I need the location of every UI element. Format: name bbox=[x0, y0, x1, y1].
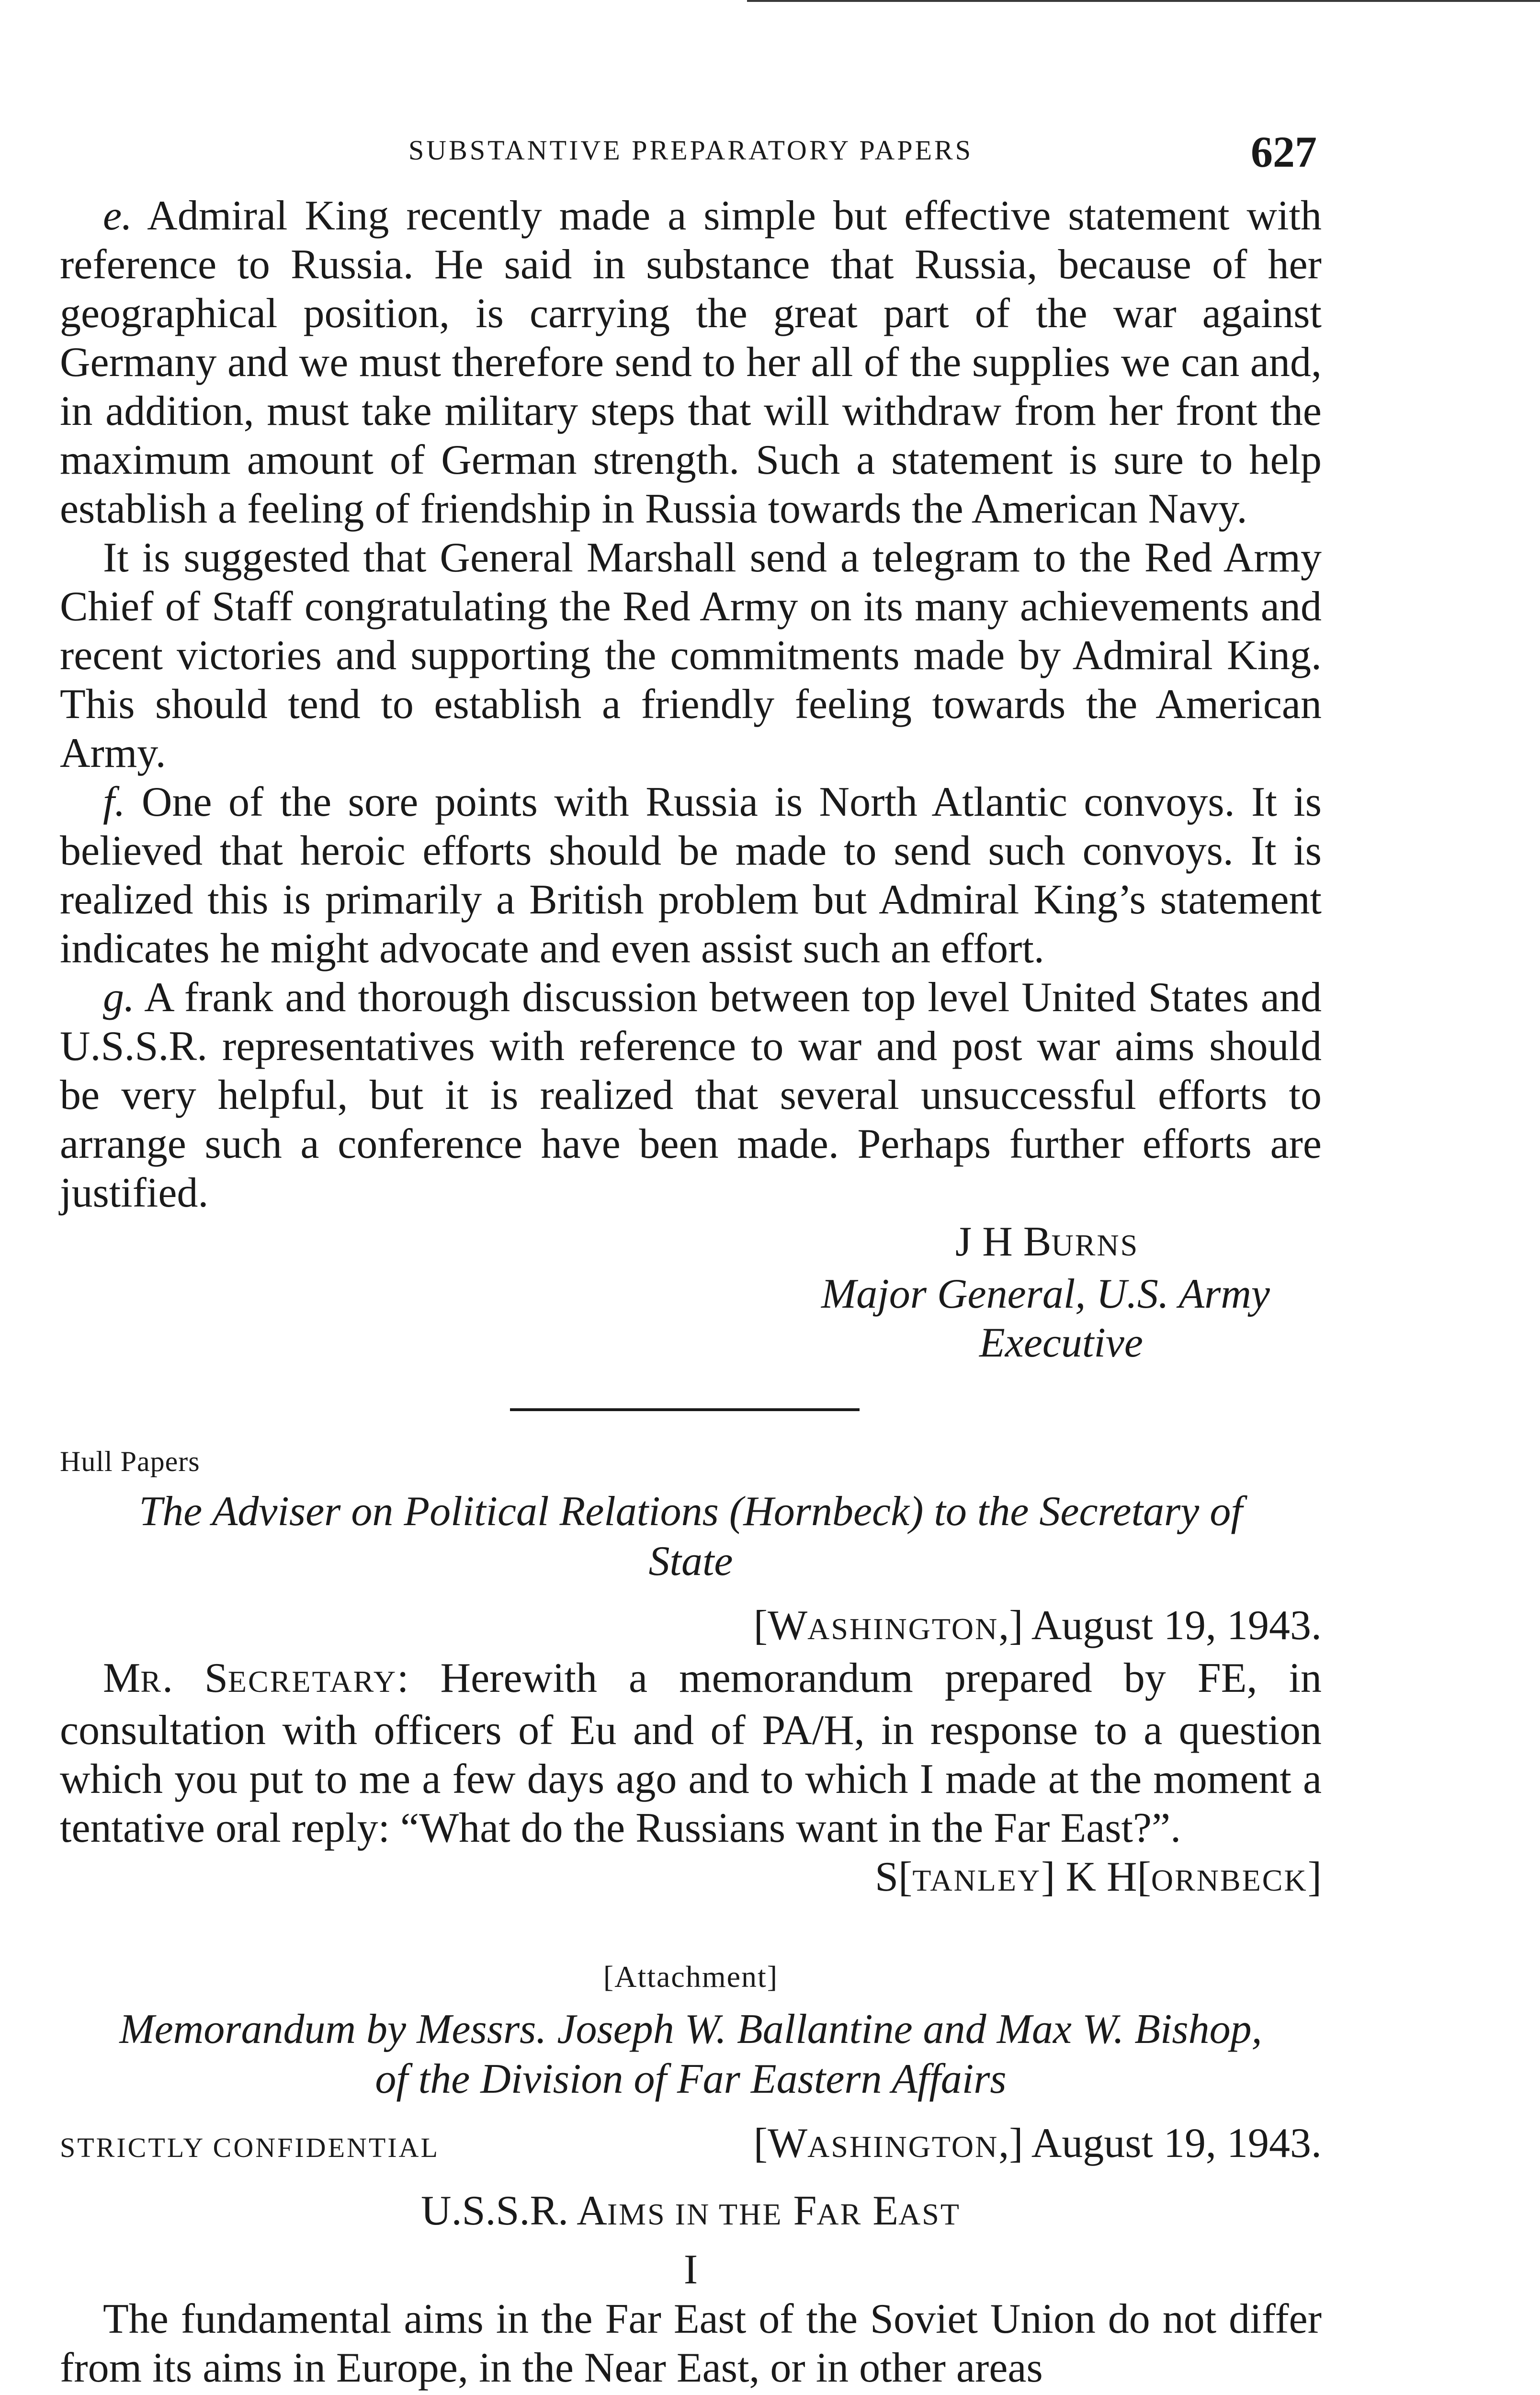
paragraph-e-label: e. bbox=[103, 193, 133, 239]
initials-mid: ] K H[ bbox=[1041, 1854, 1151, 1900]
salutation-rest: ECRETARY bbox=[227, 1665, 397, 1699]
attachment-title-line-2: of the Division of Far Eastern Affairs bbox=[375, 2056, 1007, 2102]
running-title: SUBSTANTIVE PREPARATORY PAPERS bbox=[408, 135, 973, 166]
document-title-line-2: State bbox=[648, 1538, 733, 1585]
section-title-f-rest: AR bbox=[816, 2197, 862, 2231]
salutation-colon: : bbox=[397, 1655, 409, 1701]
initials-s-rest: TANLEY bbox=[912, 1863, 1042, 1897]
signature-name-rest: URNS bbox=[1051, 1228, 1139, 1262]
attachment-opening-paragraph: The fundamental aims in the Far East of the Soviet Union do not differ from its aims in Europe, in the Near East, or in other areas bbox=[60, 2296, 1322, 2391]
paragraph-e bbox=[60, 192, 1322, 534]
section-title-e-rest: AST bbox=[898, 2197, 961, 2231]
attachment-dateline-close: ,] August 19, 1943. bbox=[998, 2120, 1322, 2167]
attachment-body bbox=[60, 2295, 1322, 2393]
dateline-place: ASHINGTON bbox=[807, 1612, 999, 1646]
section-title-u: U.S.S.R. A bbox=[421, 2188, 607, 2234]
initials-s: S[ bbox=[875, 1854, 913, 1900]
paragraph-g-text: A frank and thorough discussion between top level United States and U.S.S.R. representatives with reference to war and post war aims should be very helpful, but it is realized that several unsuccessful efforts to arrange such a conference have been made. Perhaps further efforts are justified. bbox=[60, 974, 1322, 1216]
document-title bbox=[60, 1487, 1322, 1586]
initials-h-rest: ORNBECK bbox=[1151, 1863, 1308, 1897]
hornbeck-text: Herewith a memorandum prepared by FE, in consultation with officers of Eu and of PA/H, in response to a question which you put to me a few days ago and to which I made at the moment a tentative oral reply: “What do the Russians want in the Far East?”. bbox=[60, 1655, 1322, 1851]
memo-body bbox=[60, 192, 1322, 1218]
dateline-open: [W bbox=[753, 1602, 808, 1649]
hornbeck-paragraph bbox=[60, 1654, 1322, 1853]
hornbeck-initials bbox=[60, 1853, 1322, 1905]
paragraph-f-label: f. bbox=[103, 779, 125, 825]
signature-block bbox=[60, 1218, 1322, 1368]
paragraph-f bbox=[60, 778, 1322, 973]
attachment-label: [Attachment] bbox=[603, 1960, 779, 1994]
top-rule bbox=[747, 0, 1540, 2]
salutation-r: R bbox=[140, 1665, 162, 1699]
page-number: 627 bbox=[1251, 127, 1317, 176]
attachment-dateline-place: ASHINGTON bbox=[807, 2130, 999, 2164]
paragraph-f-text: One of the sore points with Russia is North Atlantic convoys. It is believed that heroic efforts should be made to send such convoys. It is realized this is primarily a British problem but Admiral King’s statement indicates he might advocate and even assist such an effort. bbox=[60, 779, 1322, 972]
classification-row bbox=[60, 2119, 1322, 2173]
salutation-dot-s: . S bbox=[162, 1655, 228, 1701]
salutation-m: M bbox=[103, 1655, 141, 1701]
section-title-e: E bbox=[862, 2188, 899, 2234]
roman-numeral: I bbox=[683, 2247, 698, 2293]
hornbeck-body bbox=[60, 1654, 1322, 1853]
attachment-title bbox=[60, 2005, 1322, 2104]
classification: STRICTLY CONFIDENTIAL bbox=[60, 2132, 440, 2163]
section-title bbox=[60, 2186, 1322, 2239]
signature-title: Major General, U.S. Army bbox=[821, 1271, 1270, 1317]
signature-name bbox=[60, 1218, 1322, 1270]
paragraph-g-label: g. bbox=[103, 974, 135, 1021]
running-head bbox=[60, 129, 1322, 192]
section-divider bbox=[510, 1408, 860, 1411]
document-title-line-1: The Adviser on Political Relations (Hornbeck) to the Secretary of bbox=[139, 1488, 1243, 1535]
dateline-close: ,] August 19, 1943. bbox=[998, 1602, 1322, 1649]
section-title-u-rest: IMS IN THE bbox=[607, 2197, 783, 2231]
source-note: Hull Papers bbox=[60, 1446, 200, 1477]
paragraph-marshall: It is suggested that General Marshall send a telegram to the Red Army Chief of Staff congratulating the Red Army on its many achievements and recent victories and supporting the commitments made by Admiral King. This should tend to establish a friendly feeling towards the American Army. bbox=[60, 535, 1322, 776]
initials-close: ] bbox=[1307, 1854, 1322, 1900]
paragraph-g bbox=[60, 973, 1322, 1218]
section-title-f: F bbox=[782, 2188, 817, 2234]
dateline bbox=[60, 1601, 1322, 1654]
signature-role: Executive bbox=[979, 1320, 1143, 1366]
page-content bbox=[60, 129, 1322, 2393]
signature-name-prefix: J H B bbox=[955, 1219, 1052, 1265]
paragraph-e-text: Admiral King recently made a simple but effective statement with reference to Russia. He said in substance that Russia, because of her geographical position, is carrying the great part of the war against Germany and we must therefore send to her all of the supplies we can and, in addition, must take military steps that will withdraw from her front the maximum amount of German strength. Such a statement is sure to help establish a feeling of friendship in Russia towards the American Navy. bbox=[60, 193, 1322, 532]
attachment-dateline-open: [W bbox=[753, 2120, 808, 2167]
attachment-title-line-1: Memorandum by Messrs. Joseph W. Ballantine and Max W. Bishop, bbox=[119, 2006, 1262, 2053]
attachment-dateline bbox=[754, 2119, 1322, 2172]
